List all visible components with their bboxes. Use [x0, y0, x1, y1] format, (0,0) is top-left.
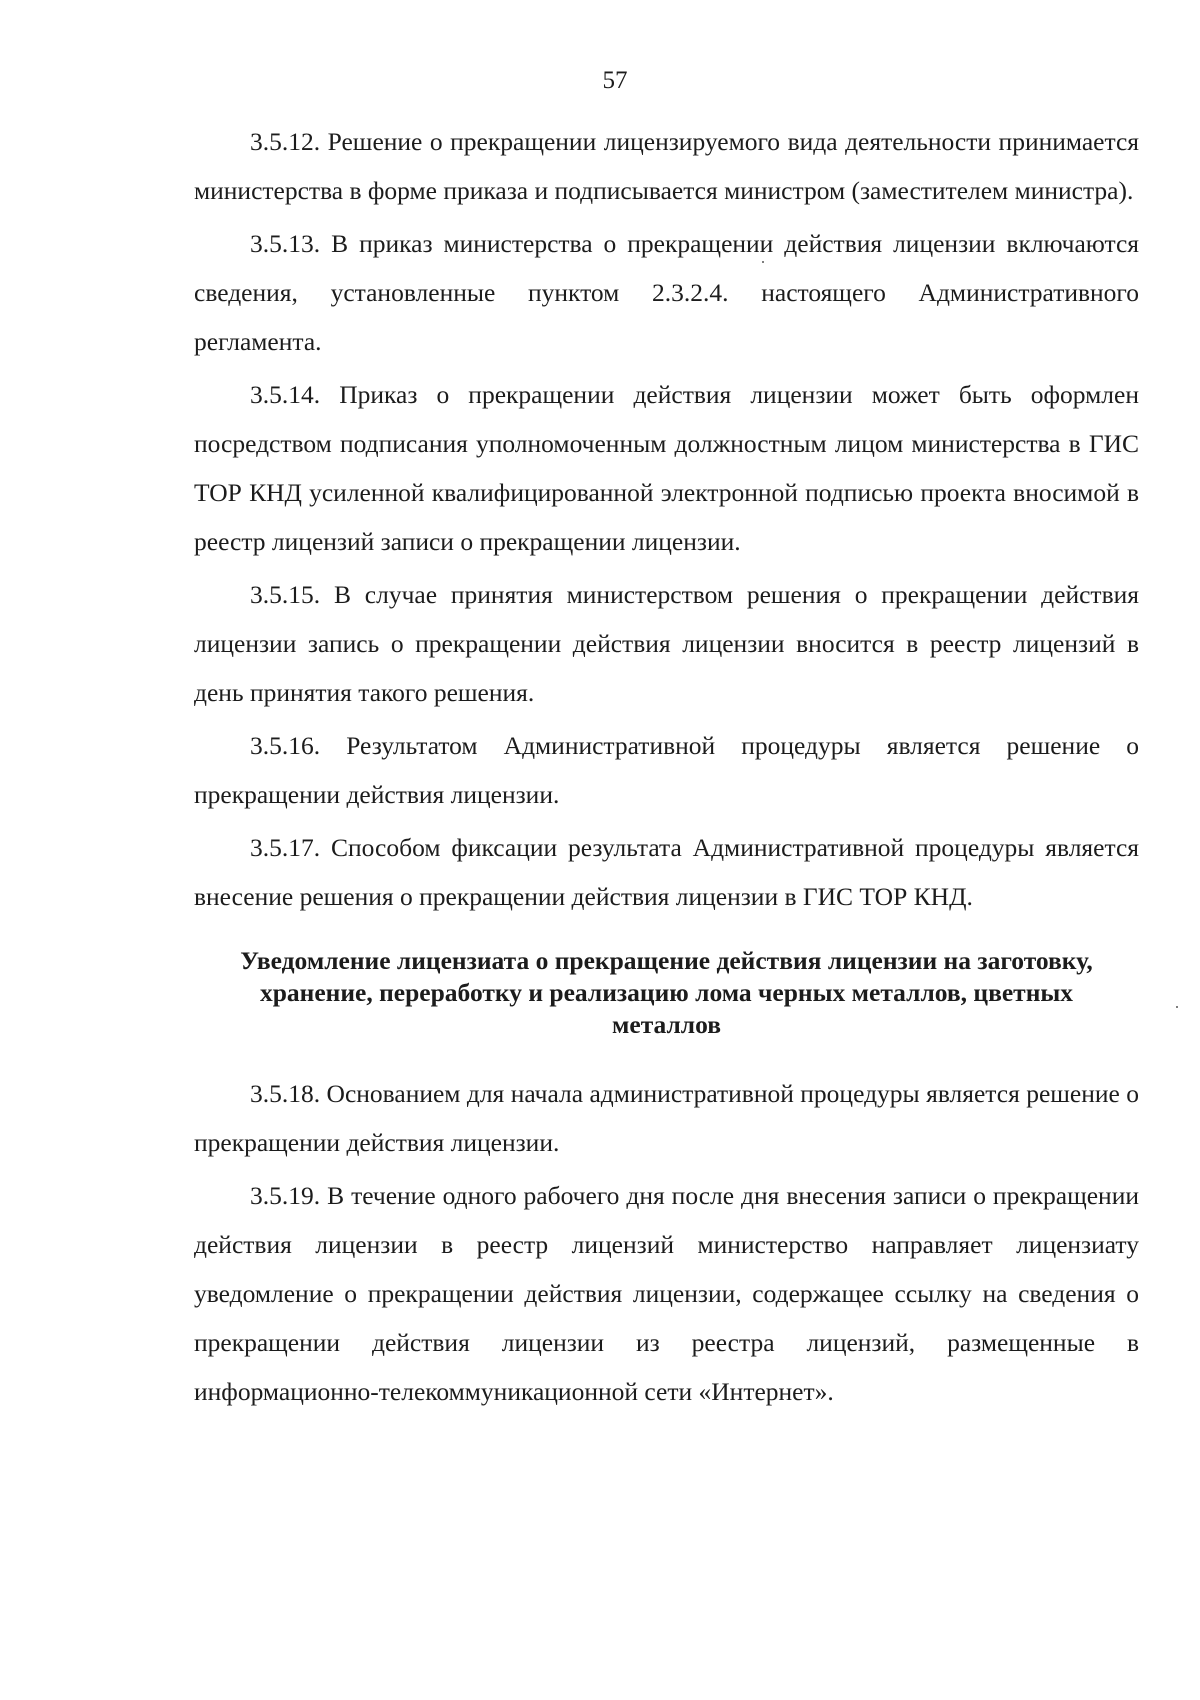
paragraph-3-5-12: 3.5.12. Решение о прекращении лицензируемого вида деятельности принимается министерства в форме приказа и подписывается министром (заместителем министра).	[194, 127, 1139, 205]
scan-speck	[1176, 1006, 1178, 1008]
paragraph-3-5-19: 3.5.19. В течение одного рабочего дня после дня внесения записи о прекращении действия лицензии в реестр лицензий министерство направляет лицензиату уведомление о прекращении действия лицензии, содержащее ссылку на сведения о прекращении действия лицензии из реестра лицензий, размещенные в информационно-телекоммуникационной сети «Интернет».	[194, 1181, 1139, 1406]
document-body	[194, 117, 1139, 1420]
page-number: 57	[602, 67, 628, 94]
paragraph-3-5-15: 3.5.15. В случае принятия министерством решения о прекращении действия лицензии запись о прекращении действия лицензии вносится в реестр лицензий в день принятия такого решения.	[194, 580, 1139, 707]
paragraph-3-5-18: 3.5.18. Основанием для начала административной процедуры является решение о прекращении действия лицензии.	[194, 1079, 1139, 1157]
paragraph-3-5-14: 3.5.14. Приказ о прекращении действия лицензии может быть оформлен посредством подписания уполномоченным должностным лицом министерства в ГИС ТОР КНД усиленной квалифицированной электронной подписью проекта вносимой в реестр лицензий записи о прекращении лицензии.	[194, 380, 1139, 556]
section-heading: Уведомление лицензиата о прекращение действия лицензии на заготовку, хранение, переработку и реализацию лома черных металлов, цветных металлов	[240, 946, 1093, 1039]
paragraph-3-5-13: 3.5.13. В приказ министерства о прекращении действия лицензии включаются сведения, установленные пунктом 2.3.2.4. настоящего Административного регламента.	[194, 229, 1139, 356]
paragraph-3-5-17: 3.5.17. Способом фиксации результата Административной процедуры является внесение решения о прекращении действия лицензии в ГИС ТОР КНД.	[194, 833, 1139, 911]
paragraph-3-5-16: 3.5.16. Результатом Административной процедуры является решение о прекращении действия лицензии.	[194, 731, 1139, 809]
